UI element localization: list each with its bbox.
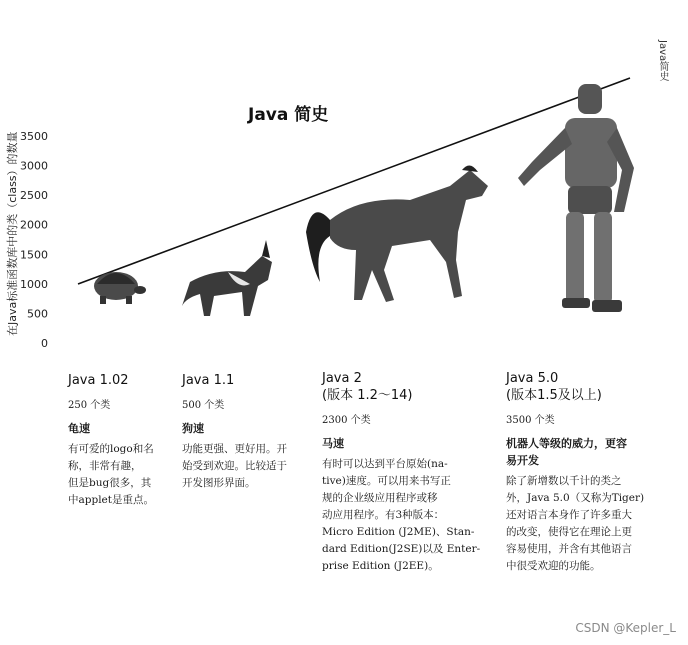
speed-nickname: 狗速 xyxy=(182,422,204,435)
version-range: (版本1.5及以上) xyxy=(506,388,602,403)
y-tick-label: 0 xyxy=(41,337,48,350)
dog-icon xyxy=(182,240,272,316)
version-card-2 xyxy=(322,370,500,575)
class-count: 3500 个类 xyxy=(506,415,555,426)
horse-icon xyxy=(306,165,488,302)
version-name: Java 2 xyxy=(322,371,362,386)
running-head: Java简史 xyxy=(657,40,668,82)
version-name: Java 1.02 xyxy=(68,373,129,388)
class-count: 2300 个类 xyxy=(322,415,371,426)
version-name: Java 1.1 xyxy=(182,373,235,388)
chart-title: Java 简史 xyxy=(248,105,329,125)
y-tick-label: 2500 xyxy=(20,189,48,203)
y-tick-label: 1000 xyxy=(20,277,48,291)
version-name: Java 5.0 xyxy=(506,371,559,386)
tortoise-icon xyxy=(94,272,146,304)
version-card-5-0 xyxy=(506,370,666,575)
watermark: CSDN @Kepler_L xyxy=(575,621,676,635)
version-card-1-1 xyxy=(182,372,314,492)
y-tick-label: 1500 xyxy=(20,248,48,262)
y-tick-label: 500 xyxy=(27,307,48,321)
version-card-1-02 xyxy=(68,372,178,509)
y-tick-label: 3000 xyxy=(20,159,48,173)
description: 有时可以达到平台原始(na- tive)速度。可以用来书写正 规的企业级应用程序或移 动应用程序。有3种版本： Micro Edition (J2ME)、Stan- dard Edition(J2SE)以及 Enter- prise Edition (J2EE)。 xyxy=(322,458,481,572)
speed-nickname: 龟速 xyxy=(68,422,90,435)
robot-icon xyxy=(518,84,634,312)
trend-line xyxy=(78,78,630,284)
y-tick-label: 2000 xyxy=(20,218,48,232)
y-ticks xyxy=(20,130,48,350)
y-tick-label: 3500 xyxy=(20,130,48,143)
version-range: (版本 1.2～14) xyxy=(322,388,413,403)
description: 功能更强、更好用。开 始受到欢迎。比较适于 开发图形界面。 xyxy=(182,443,287,489)
speed-nickname: 马速 xyxy=(322,437,344,450)
class-count: 500 个类 xyxy=(182,400,225,411)
description: 有可爱的logo和名 称，非常有趣， 但是bug很多，其 中applet是重点。 xyxy=(68,443,154,506)
class-count: 250 个类 xyxy=(68,400,111,411)
speed-nickname: 机器人等级的威力，更容 易开发 xyxy=(506,437,627,467)
description: 除了新增数以千计的类之 外，Java 5.0（又称为Tiger) 还对语言本身作了许多重大 的改变，使得它在理论上更 容易使用，并含有其他语言 中很受欢迎的功能。 xyxy=(506,475,645,572)
y-axis-label: 在Java标准函数库中的类（class）的数量 xyxy=(6,131,19,336)
